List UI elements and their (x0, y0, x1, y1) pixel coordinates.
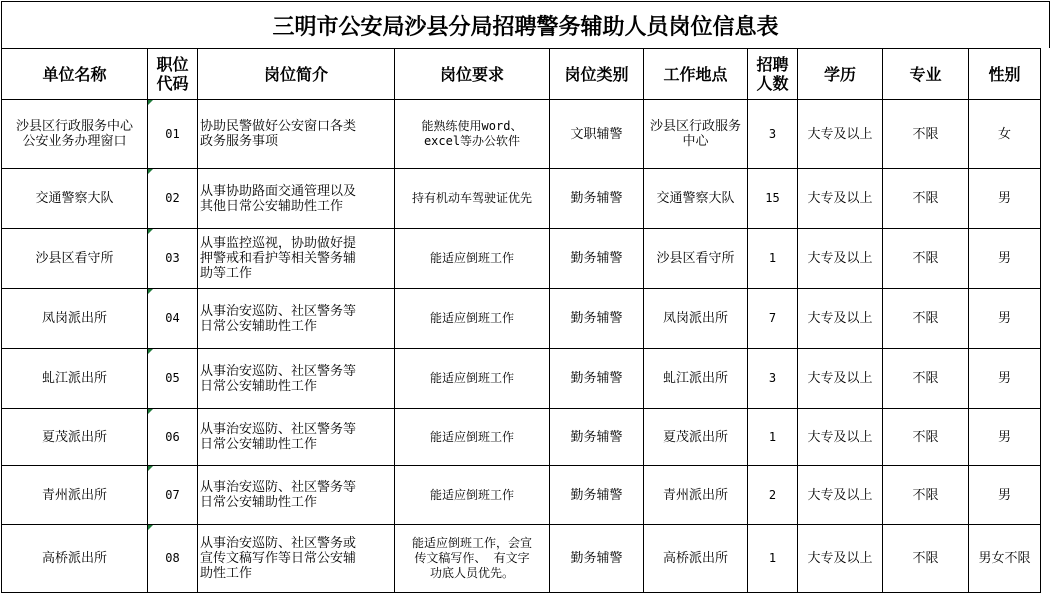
cell-count: 2 (748, 466, 798, 525)
cell-count: 7 (748, 289, 798, 349)
cell-major: 不限 (883, 289, 969, 349)
cell-count: 1 (748, 525, 798, 593)
cell-category: 勤务辅警 (550, 409, 644, 466)
table-row (2, 349, 1041, 409)
page-title: 三明市公安局沙县分局招聘警务辅助人员岗位信息表 (1, 1, 1050, 48)
cell-major: 不限 (883, 349, 969, 409)
cell-category: 勤务辅警 (550, 349, 644, 409)
header-location: 工作地点 (644, 49, 748, 100)
cell-location: 青州派出所 (644, 466, 748, 525)
cell-count: 3 (748, 100, 798, 169)
cell-education: 大专及以上 (798, 289, 883, 349)
cell-category: 勤务辅警 (550, 466, 644, 525)
cell-gender: 女 (969, 100, 1041, 169)
cell-category: 勤务辅警 (550, 525, 644, 593)
cell-major: 不限 (883, 525, 969, 593)
cell-count: 15 (748, 169, 798, 229)
cell-req: 能适应倒班工作 (395, 349, 550, 409)
cell-intro: 从事治安巡防、社区警务等 日常公安辅助性工作 (198, 409, 395, 466)
cell-gender: 男 (969, 169, 1041, 229)
cell-unit: 青州派出所 (2, 466, 148, 525)
header-education: 学历 (798, 49, 883, 100)
cell-unit: 凤岗派出所 (2, 289, 148, 349)
cell-intro: 从事监控巡视，协助做好提 押警戒和看护等相关警务辅 助等工作 (198, 229, 395, 289)
cell-req: 能适应倒班工作，会宣 传文稿写作、 有文字 功底人员优先。 (395, 525, 550, 593)
cell-code: 02 (148, 169, 198, 229)
positions-table (1, 48, 1041, 593)
cell-intro: 从事治安巡防、社区警务或 宣传文稿写作等日常公安辅 助性工作 (198, 525, 395, 593)
table-row (2, 525, 1041, 593)
cell-unit: 夏茂派出所 (2, 409, 148, 466)
cell-req: 能适应倒班工作 (395, 229, 550, 289)
header-unit: 单位名称 (2, 49, 148, 100)
cell-intro: 从事协助路面交通管理以及 其他日常公安辅助性工作 (198, 169, 395, 229)
header-gender: 性别 (969, 49, 1041, 100)
cell-location: 沙县区看守所 (644, 229, 748, 289)
cell-intro: 从事治安巡防、社区警务等 日常公安辅助性工作 (198, 349, 395, 409)
header-intro: 岗位简介 (198, 49, 395, 100)
cell-gender: 男女不限 (969, 525, 1041, 593)
cell-major: 不限 (883, 229, 969, 289)
cell-education: 大专及以上 (798, 100, 883, 169)
cell-education: 大专及以上 (798, 229, 883, 289)
cell-gender: 男 (969, 229, 1041, 289)
cell-location: 虬江派出所 (644, 349, 748, 409)
table-row (2, 229, 1041, 289)
cell-req: 能适应倒班工作 (395, 466, 550, 525)
header-category: 岗位类别 (550, 49, 644, 100)
cell-location: 沙县区行政服务 中心 (644, 100, 748, 169)
table-row (2, 100, 1041, 169)
cell-req: 能适应倒班工作 (395, 289, 550, 349)
cell-category: 勤务辅警 (550, 289, 644, 349)
cell-location: 凤岗派出所 (644, 289, 748, 349)
cell-code: 08 (148, 525, 198, 593)
cell-code: 03 (148, 229, 198, 289)
cell-gender: 男 (969, 466, 1041, 525)
cell-category: 勤务辅警 (550, 229, 644, 289)
cell-location: 交通警察大队 (644, 169, 748, 229)
cell-major: 不限 (883, 409, 969, 466)
cell-req: 持有机动车驾驶证优先 (395, 169, 550, 229)
cell-location: 夏茂派出所 (644, 409, 748, 466)
cell-gender: 男 (969, 289, 1041, 349)
cell-category: 勤务辅警 (550, 169, 644, 229)
cell-unit: 沙县区看守所 (2, 229, 148, 289)
header-code: 职位 代码 (148, 49, 198, 100)
header-row (2, 49, 1041, 100)
cell-intro: 从事治安巡防、社区警务等 日常公安辅助性工作 (198, 289, 395, 349)
table-row (2, 466, 1041, 525)
cell-count: 1 (748, 229, 798, 289)
cell-intro: 从事治安巡防、社区警务等 日常公安辅助性工作 (198, 466, 395, 525)
table-row (2, 289, 1041, 349)
cell-education: 大专及以上 (798, 169, 883, 229)
cell-major: 不限 (883, 169, 969, 229)
cell-code: 04 (148, 289, 198, 349)
cell-code: 01 (148, 100, 198, 169)
cell-req: 能适应倒班工作 (395, 409, 550, 466)
table-row (2, 409, 1041, 466)
cell-unit: 虬江派出所 (2, 349, 148, 409)
cell-education: 大专及以上 (798, 466, 883, 525)
cell-intro: 协助民警做好公安窗口各类 政务服务事项 (198, 100, 395, 169)
cell-education: 大专及以上 (798, 349, 883, 409)
cell-major: 不限 (883, 100, 969, 169)
header-req: 岗位要求 (395, 49, 550, 100)
cell-unit: 高桥派出所 (2, 525, 148, 593)
header-major: 专业 (883, 49, 969, 100)
cell-unit: 交通警察大队 (2, 169, 148, 229)
header-count: 招聘 人数 (748, 49, 798, 100)
table-row (2, 169, 1041, 229)
cell-code: 07 (148, 466, 198, 525)
cell-code: 05 (148, 349, 198, 409)
cell-code: 06 (148, 409, 198, 466)
cell-education: 大专及以上 (798, 525, 883, 593)
cell-gender: 男 (969, 409, 1041, 466)
cell-location: 高桥派出所 (644, 525, 748, 593)
cell-count: 3 (748, 349, 798, 409)
cell-major: 不限 (883, 466, 969, 525)
cell-count: 1 (748, 409, 798, 466)
cell-education: 大专及以上 (798, 409, 883, 466)
cell-unit: 沙县区行政服务中心 公安业务办理窗口 (2, 100, 148, 169)
cell-category: 文职辅警 (550, 100, 644, 169)
cell-gender: 男 (969, 349, 1041, 409)
cell-req: 能熟练使用word、 excel等办公软件 (395, 100, 550, 169)
